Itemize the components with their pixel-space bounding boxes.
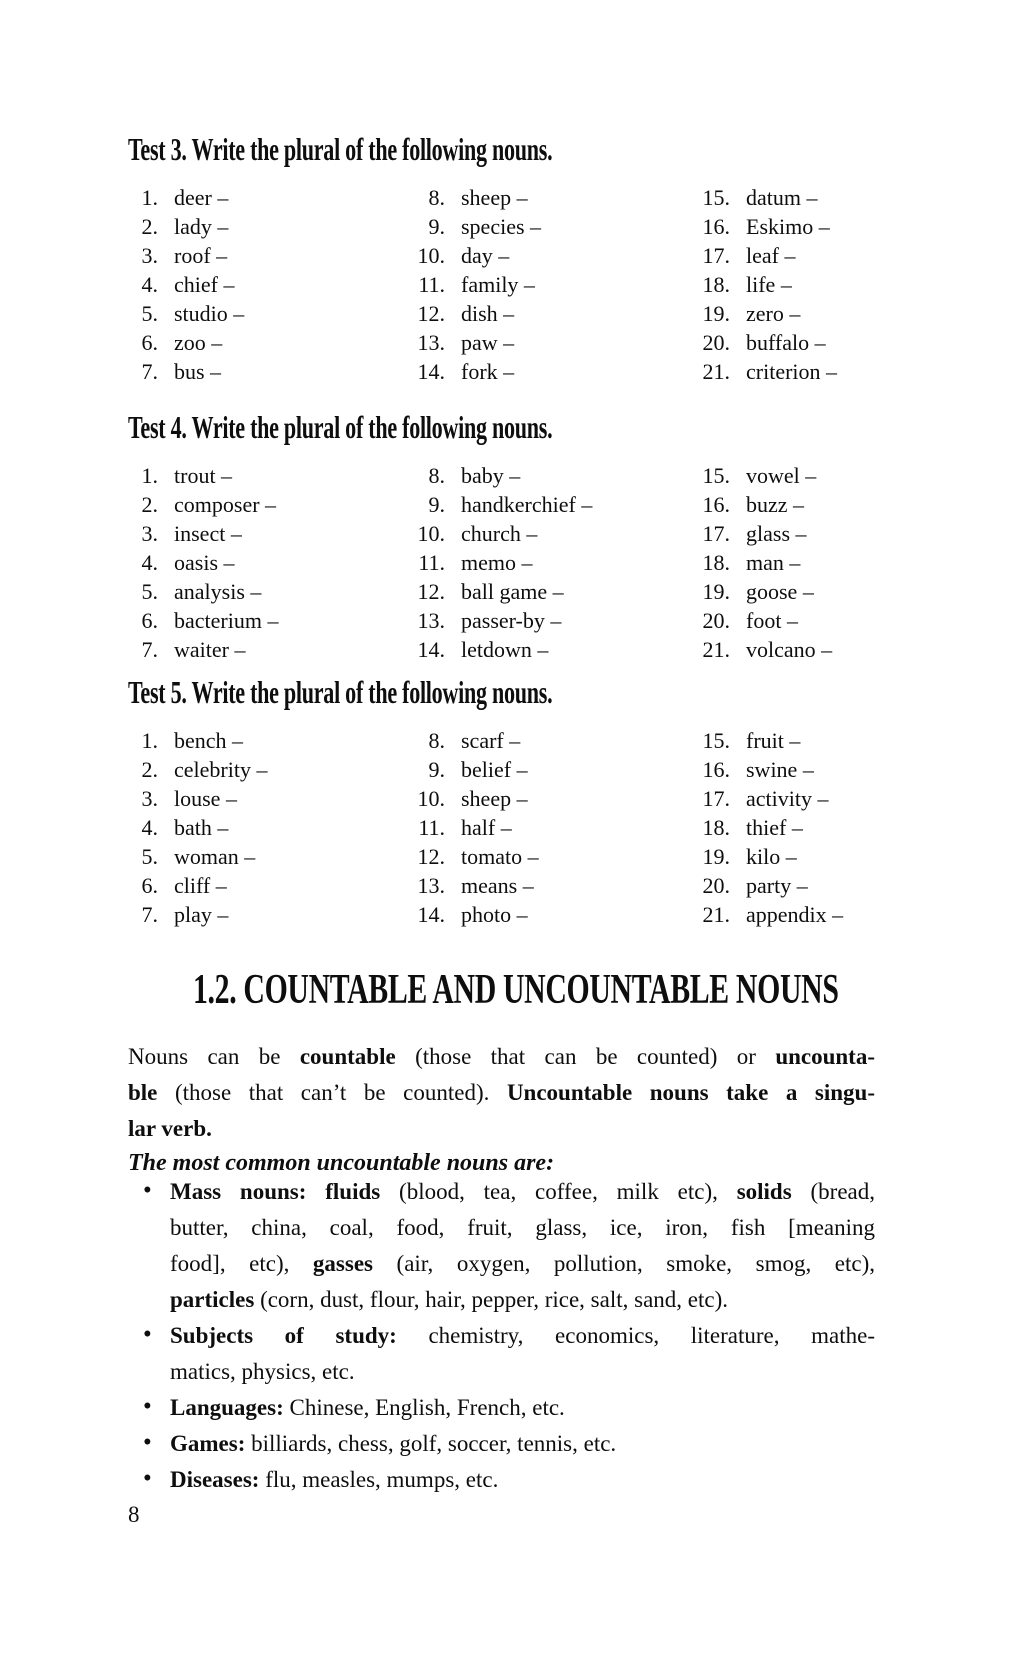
test-item-number: 17.	[702, 243, 730, 268]
text-line	[170, 1174, 875, 1210]
intro-paragraph	[128, 1039, 875, 1147]
test-item-word: thief –	[746, 815, 803, 840]
text-line	[170, 1354, 875, 1390]
test-item-word: tomato –	[461, 844, 539, 869]
test-item	[128, 755, 415, 784]
test-item	[700, 813, 875, 842]
test-item-number: 8.	[428, 463, 445, 488]
test-item	[700, 900, 875, 929]
test-item	[700, 784, 875, 813]
test-item-word: bath –	[174, 815, 229, 840]
test-item-word: sheep –	[461, 786, 528, 811]
plain-text: butter, china, coal, food, fruit, glass, ice, iron, fish [meaning	[170, 1215, 875, 1240]
test-item-number: 9.	[428, 492, 445, 517]
test-item-number: 10.	[417, 786, 445, 811]
test-item-word: church –	[461, 521, 538, 546]
bullet-item	[128, 1462, 875, 1498]
test-item	[415, 635, 700, 664]
test-item-number: 14.	[417, 902, 445, 927]
test-item	[128, 577, 415, 606]
test-item	[128, 270, 415, 299]
test-item	[700, 842, 875, 871]
section-heading: 1.2. COUNTABLE AND UNCOUNTABLE NOUNS	[193, 967, 839, 1013]
test-item-word: lady –	[174, 214, 229, 239]
test-item-number: 13.	[417, 330, 445, 355]
test-item	[128, 635, 415, 664]
text-line	[170, 1318, 875, 1354]
test-column	[128, 183, 415, 386]
test-title-wrap	[128, 674, 875, 713]
test-item-word: chief –	[174, 272, 235, 297]
test-item-word: belief –	[461, 757, 528, 782]
text-line	[170, 1246, 875, 1282]
test-item-word: sheep –	[461, 185, 528, 210]
test-item-word: criterion –	[746, 359, 838, 384]
test-item	[700, 606, 875, 635]
test-item-number: 3.	[141, 786, 158, 811]
test-item-word: louse –	[174, 786, 237, 811]
test-item-number: 2.	[141, 492, 158, 517]
test-item-number: 20.	[702, 608, 730, 633]
test-item-word: leaf –	[746, 243, 796, 268]
test-item-word: foot –	[746, 608, 798, 633]
test-item-number: 13.	[417, 873, 445, 898]
test-title-wrap	[128, 409, 875, 448]
test-item	[415, 299, 700, 328]
test-item-word: day –	[461, 243, 510, 268]
test-column	[700, 726, 875, 929]
test-grid	[128, 726, 875, 929]
test-item-word: oasis –	[174, 550, 235, 575]
bold-text: Subjects of study:	[170, 1323, 397, 1348]
test-item-number: 1.	[141, 463, 158, 488]
test-item	[700, 183, 875, 212]
test-item-word: photo –	[461, 902, 528, 927]
plain-text: (air, oxygen, pollution, smoke, smog, etc),	[372, 1251, 875, 1276]
test-item	[415, 328, 700, 357]
test-item	[700, 755, 875, 784]
bold-text: Mass nouns: fluids	[170, 1179, 381, 1204]
test-item-number: 15.	[702, 463, 730, 488]
test-item	[128, 871, 415, 900]
bold-text: solids	[736, 1179, 792, 1204]
test-item	[415, 270, 700, 299]
test-item	[415, 606, 700, 635]
test-item-word: woman –	[174, 844, 256, 869]
test-item-number: 9.	[428, 757, 445, 782]
test-title: Test 3. Write the plural of the following nouns.	[128, 131, 553, 167]
test-item	[128, 900, 415, 929]
test-item	[415, 726, 700, 755]
text-line	[128, 1039, 875, 1075]
bullet-list	[128, 1174, 875, 1498]
test-item	[128, 842, 415, 871]
test-item-number: 4.	[141, 550, 158, 575]
bold-text: Games:	[170, 1431, 246, 1456]
test-item-word: analysis –	[174, 579, 262, 604]
test-item-number: 19.	[702, 301, 730, 326]
test-item	[128, 726, 415, 755]
test-item-number: 2.	[141, 214, 158, 239]
test-item	[128, 813, 415, 842]
test-item-word: swine –	[746, 757, 814, 782]
plain-text: (blood, tea, coffee, milk etc),	[380, 1179, 737, 1204]
bold-text: Languages:	[170, 1395, 284, 1420]
test-section	[128, 409, 875, 664]
test-grid	[128, 183, 875, 386]
test-item	[415, 490, 700, 519]
test-title: Test 4. Write the plural of the following nouns.	[128, 409, 553, 445]
test-title-wrap	[128, 131, 875, 170]
test-column	[128, 726, 415, 929]
test-item	[700, 461, 875, 490]
test-item-number: 20.	[702, 873, 730, 898]
test-item-word: zoo –	[174, 330, 223, 355]
test-item-number: 21.	[702, 359, 730, 384]
plain-text: (those that can’t be counted).	[157, 1080, 507, 1105]
test-column	[415, 726, 700, 929]
test-item-number: 18.	[702, 550, 730, 575]
test-item	[128, 241, 415, 270]
test-item-word: appendix –	[746, 902, 844, 927]
test-item-number: 6.	[141, 330, 158, 355]
bullet-item	[128, 1318, 875, 1390]
test-item-word: deer –	[174, 185, 229, 210]
test-section	[128, 674, 875, 929]
test-column	[700, 461, 875, 664]
test-item-word: goose –	[746, 579, 814, 604]
tests	[128, 131, 875, 929]
bold-text: gasses	[312, 1251, 373, 1276]
test-item-word: activity –	[746, 786, 829, 811]
test-item-word: paw –	[461, 330, 515, 355]
bold-text: uncounta-	[775, 1044, 876, 1069]
bullet-icon: •	[143, 1177, 152, 1204]
test-item	[700, 328, 875, 357]
test-column	[415, 183, 700, 386]
test-item-number: 12.	[417, 301, 445, 326]
test-item-number: 3.	[141, 243, 158, 268]
test-item-number: 17.	[702, 786, 730, 811]
test-item	[128, 299, 415, 328]
bullet-item	[128, 1174, 875, 1318]
test-item-number: 20.	[702, 330, 730, 355]
text-line	[128, 1111, 875, 1147]
test-item-number: 15.	[702, 728, 730, 753]
test-item	[128, 784, 415, 813]
test-column	[415, 461, 700, 664]
test-item-word: celebrity –	[174, 757, 268, 782]
section-heading-wrap	[128, 969, 875, 1011]
test-item	[415, 842, 700, 871]
plain-text: billiards, chess, golf, soccer, tennis, etc.	[245, 1431, 617, 1456]
test-item	[128, 490, 415, 519]
test-item-word: roof –	[174, 243, 228, 268]
test-item-word: bacterium –	[174, 608, 279, 633]
test-item-word: dish –	[461, 301, 515, 326]
test-item	[700, 270, 875, 299]
test-item-number: 15.	[702, 185, 730, 210]
bold-text: Uncountable nouns take a singu-	[506, 1080, 875, 1105]
text-line	[128, 1075, 875, 1111]
test-item-word: man –	[746, 550, 801, 575]
plain-text: (corn, dust, flour, hair, pepper, rice, salt, sand, etc).	[254, 1287, 728, 1312]
page-number: 8	[128, 1502, 140, 1527]
test-item-word: vowel –	[746, 463, 817, 488]
test-item-number: 8.	[428, 185, 445, 210]
test-item-word: trout –	[174, 463, 233, 488]
plain-text: Chinese, English, French, etc.	[283, 1395, 565, 1420]
test-item	[415, 241, 700, 270]
bullet-item	[128, 1426, 875, 1462]
test-item	[415, 577, 700, 606]
test-item-number: 2.	[141, 757, 158, 782]
test-item-word: insect –	[174, 521, 242, 546]
test-item	[128, 606, 415, 635]
test-item-number: 5.	[141, 301, 158, 326]
test-item-number: 5.	[141, 844, 158, 869]
test-item	[700, 519, 875, 548]
test-item-number: 18.	[702, 815, 730, 840]
test-item	[128, 357, 415, 386]
test-item	[700, 577, 875, 606]
text-line	[170, 1426, 875, 1462]
test-item-word: fork –	[461, 359, 515, 384]
test-item-number: 6.	[141, 608, 158, 633]
plain-text: flu, measles, mumps, etc.	[259, 1467, 499, 1492]
test-item	[128, 212, 415, 241]
test-item-word: studio –	[174, 301, 245, 326]
test-item-word: ball game –	[461, 579, 564, 604]
test-item-number: 16.	[702, 214, 730, 239]
test-item-number: 5.	[141, 579, 158, 604]
bold-text: countable	[299, 1044, 396, 1069]
test-item-number: 11.	[418, 550, 445, 575]
plain-text: food], etc),	[170, 1251, 313, 1276]
test-item-number: 14.	[417, 637, 445, 662]
text-line	[170, 1282, 875, 1318]
test-item	[128, 328, 415, 357]
test-item-number: 7.	[141, 637, 158, 662]
bold-text: ble	[128, 1080, 158, 1105]
test-item-word: waiter –	[174, 637, 246, 662]
bold-text: lar verb.	[128, 1116, 212, 1141]
test-item-number: 11.	[418, 815, 445, 840]
test-item-number: 1.	[141, 728, 158, 753]
test-item-word: buffalo –	[746, 330, 826, 355]
test-item-word: Eskimo –	[746, 214, 830, 239]
test-item-number: 4.	[141, 272, 158, 297]
test-item	[128, 183, 415, 212]
test-item-word: glass –	[746, 521, 807, 546]
test-item-word: datum –	[746, 185, 818, 210]
test-item-number: 7.	[141, 902, 158, 927]
test-item-number: 18.	[702, 272, 730, 297]
test-item-number: 12.	[417, 579, 445, 604]
test-item	[415, 548, 700, 577]
plain-text: matics, physics, etc.	[170, 1359, 355, 1384]
text-line	[170, 1462, 875, 1498]
bullet-icon: •	[143, 1429, 152, 1456]
test-item-word: bench –	[174, 728, 244, 753]
test-grid	[128, 461, 875, 664]
test-item-number: 13.	[417, 608, 445, 633]
test-item-number: 21.	[702, 637, 730, 662]
test-item-word: life –	[746, 272, 792, 297]
test-item-word: buzz –	[746, 492, 805, 517]
test-item-word: volcano –	[746, 637, 833, 662]
bold-text: particles	[170, 1287, 255, 1312]
test-item-number: 17.	[702, 521, 730, 546]
test-item-number: 19.	[702, 844, 730, 869]
test-item	[128, 519, 415, 548]
test-item-number: 10.	[417, 243, 445, 268]
bold-text: Diseases:	[170, 1467, 260, 1492]
test-item-word: means –	[461, 873, 534, 898]
test-item-word: cliff –	[174, 873, 227, 898]
test-item	[700, 635, 875, 664]
test-item-number: 16.	[702, 492, 730, 517]
test-item	[700, 241, 875, 270]
test-item-word: letdown –	[461, 637, 549, 662]
bullet-icon: •	[143, 1393, 152, 1420]
bullet-icon: •	[143, 1321, 152, 1348]
test-title: Test 5. Write the plural of the following nouns.	[128, 674, 553, 710]
test-item-word: zero –	[746, 301, 801, 326]
test-item	[128, 461, 415, 490]
test-item	[700, 357, 875, 386]
plain-text: (those that can be counted) or	[395, 1044, 776, 1069]
test-item	[415, 183, 700, 212]
test-item-number: 11.	[418, 272, 445, 297]
test-item	[700, 726, 875, 755]
test-item	[415, 900, 700, 929]
test-item-number: 8.	[428, 728, 445, 753]
test-item-number: 3.	[141, 521, 158, 546]
test-item	[415, 461, 700, 490]
test-item-number: 12.	[417, 844, 445, 869]
test-item	[415, 357, 700, 386]
test-item-word: species –	[461, 214, 542, 239]
test-item-word: handkerchief –	[461, 492, 593, 517]
test-item-word: fruit –	[746, 728, 801, 753]
test-item	[415, 871, 700, 900]
test-item-number: 19.	[702, 579, 730, 604]
test-item	[415, 519, 700, 548]
test-item	[700, 871, 875, 900]
test-item	[700, 212, 875, 241]
plain-text: chemistry, economics, literature, mathe-	[396, 1323, 875, 1348]
test-item-number: 1.	[141, 185, 158, 210]
test-item-number: 14.	[417, 359, 445, 384]
test-item-word: passer-by –	[461, 608, 562, 633]
test-item-word: kilo –	[746, 844, 797, 869]
test-item-word: half –	[461, 815, 512, 840]
test-item-number: 16.	[702, 757, 730, 782]
test-item-word: scarf –	[461, 728, 521, 753]
test-item-word: party –	[746, 873, 808, 898]
test-item	[415, 755, 700, 784]
test-item	[415, 813, 700, 842]
test-item-word: baby –	[461, 463, 521, 488]
test-section	[128, 131, 875, 386]
test-item-number: 7.	[141, 359, 158, 384]
test-item-word: play –	[174, 902, 229, 927]
test-item	[700, 548, 875, 577]
test-item	[128, 548, 415, 577]
test-item-number: 6.	[141, 873, 158, 898]
test-item-number: 10.	[417, 521, 445, 546]
test-item-number: 21.	[702, 902, 730, 927]
test-column	[128, 461, 415, 664]
test-item-word: memo –	[461, 550, 533, 575]
text-line	[170, 1210, 875, 1246]
test-item	[415, 784, 700, 813]
lead-in-line: The most common uncountable nouns are:	[128, 1150, 555, 1176]
test-column	[700, 183, 875, 386]
test-item-word: family –	[461, 272, 535, 297]
test-item-word: bus –	[174, 359, 222, 384]
text-line	[170, 1390, 875, 1426]
bullet-item	[128, 1390, 875, 1426]
plain-text: (bread,	[791, 1179, 875, 1204]
test-item	[700, 299, 875, 328]
page-content	[128, 131, 876, 1498]
bullet-icon: •	[143, 1465, 152, 1492]
test-item-number: 9.	[428, 214, 445, 239]
test-item	[415, 212, 700, 241]
test-item	[700, 490, 875, 519]
test-item-word: composer –	[174, 492, 277, 517]
plain-text: Nouns can be	[128, 1044, 300, 1069]
test-item-number: 4.	[141, 815, 158, 840]
